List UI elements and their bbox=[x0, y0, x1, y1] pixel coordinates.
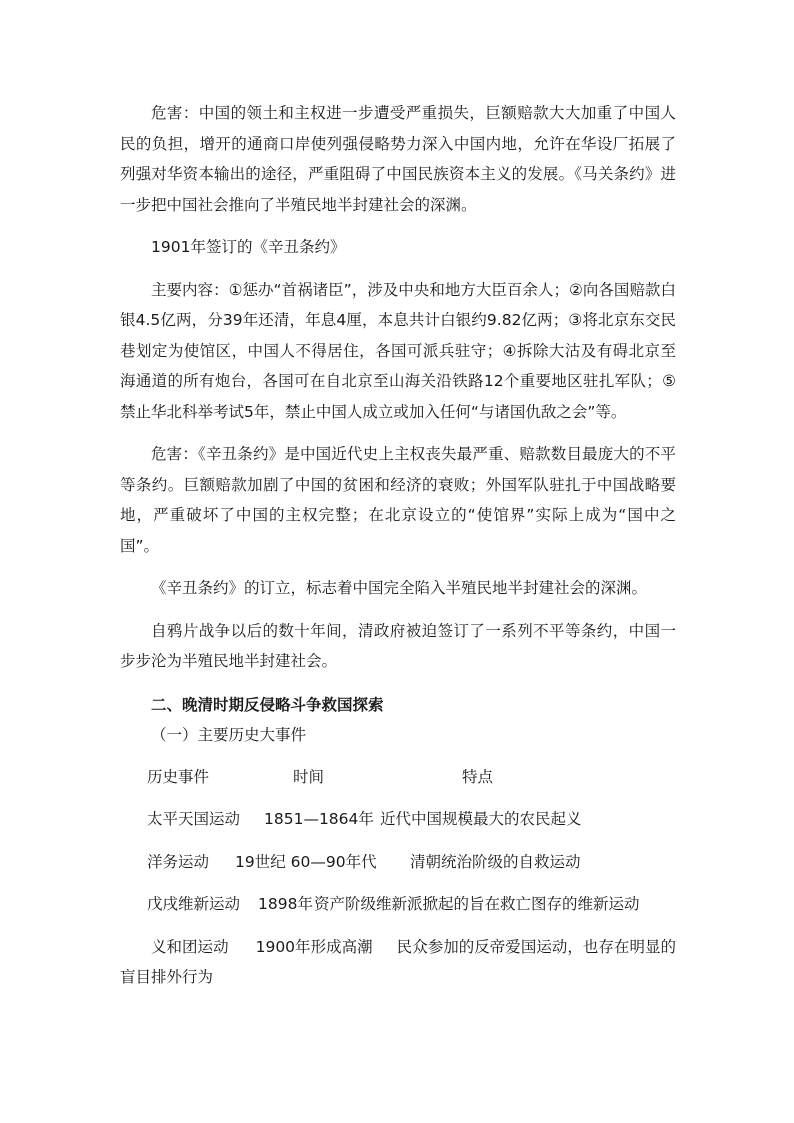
event-feature: 资产阶级维新派掀起的旨在救亡图存的维新运动 bbox=[314, 895, 640, 913]
event-time: 1900年形成高潮 bbox=[255, 937, 373, 956]
event-time: 19世纪 60—90年代 bbox=[235, 852, 377, 871]
paragraph-xinchou-significance: 《辛丑条约》的订立，标志着中国完全陷入半殖民地半封建社会的深渊。 bbox=[151, 579, 648, 597]
event-name: 太平天国运动 bbox=[147, 810, 241, 828]
document-page bbox=[120, 98, 676, 993]
events-table-row-wrapped bbox=[120, 932, 676, 993]
paragraph-xinchou-harm: 危害：《辛丑条约》是中国近代史上主权丧失最严重、赔款数目最庞大的不平等条约。巨额赔款加剧了中国的贫困和经济的衰败；外国军队驻扎于中国战略要地，严重破坏了中国的主权完整；在北京设立的“使馆界”实际上成为“国中之国”。 bbox=[120, 445, 676, 555]
section-subheading: （一）主要历史大事件 bbox=[151, 725, 307, 744]
events-table-row bbox=[120, 889, 676, 920]
section-heading: 二、晚清时期反侵略斗争救国探索 bbox=[151, 695, 384, 714]
event-time: 1898年 bbox=[258, 895, 313, 913]
header-feature: 特点 bbox=[462, 767, 494, 786]
event-feature: 近代中国规模最大的农民起义 bbox=[380, 810, 582, 828]
events-table-header bbox=[120, 762, 676, 793]
event-name: 洋务运动 bbox=[147, 852, 210, 871]
event-time: 1851—1864年 bbox=[264, 810, 374, 828]
event-name: 义和团运动 bbox=[151, 937, 229, 956]
header-event: 历史事件 bbox=[147, 767, 210, 786]
paragraph-xinchou-title: 1901年签订的《辛丑条约》 bbox=[151, 238, 346, 256]
events-table-row bbox=[120, 804, 676, 835]
paragraph-summary: 自鸦片战争以后的数十年间，清政府被迫签订了一系列不平等条约，中国一步步沦为半殖民地半封建社会。 bbox=[120, 621, 676, 670]
event-feature: 清朝统治阶级的自救运动 bbox=[410, 852, 581, 871]
paragraph-treaty-harm: 危害：中国的领土和主权进一步遭受严重损失，巨额赔款大大加重了中国人民的负担，增开的通商口岸使列强侵略势力深入中国内地，允许在华设厂拓展了列强对华资本输出的途径，严重阻碍了中国民族资本主义的发展。《马关条约》进一步把中国社会推向了半殖民地半封建社会的深渊。 bbox=[120, 104, 676, 214]
event-feature: 民众参加的反帝爱国运动，也存在明显的盲目排外行为 bbox=[120, 937, 676, 986]
header-time: 时间 bbox=[293, 767, 325, 786]
paragraph-xinchou-content: 主要内容：①惩办“首祸诸臣”，涉及中央和地方大臣百余人；②向各国赔款白银4.5亿两，分39年还清，年息4厘，本息共计白银约9.82亿两；③将北京东交民巷划定为使馆区，中国人不得居住，各国可派兵驻守；④拆除大沽及有碍北京至海通道的所有炮台，各国可在自北京至山海关沿铁路12个重要地区驻扎军队；⑤禁止华北科举考试5年，禁止中国人成立或加入任何“与诸国仇敌之会”等。 bbox=[120, 280, 676, 421]
event-name: 戊戌维新运动 bbox=[147, 895, 241, 913]
events-table-row bbox=[120, 847, 676, 878]
